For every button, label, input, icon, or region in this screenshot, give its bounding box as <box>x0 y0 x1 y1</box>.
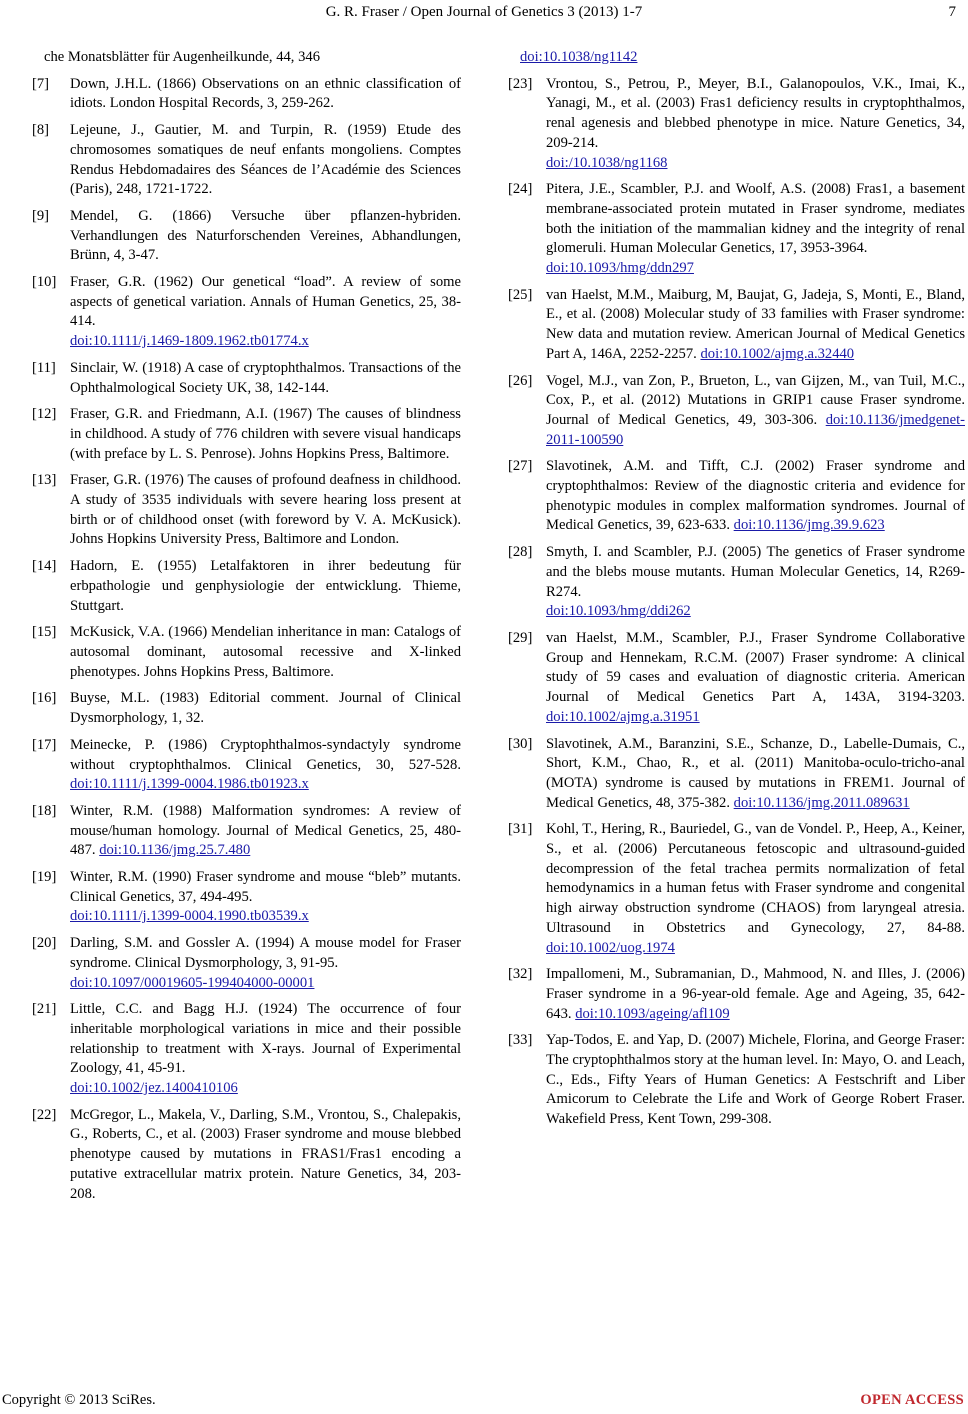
reference-entry <box>32 623 461 682</box>
reference-entry <box>32 736 461 795</box>
reference-text: Slavotinek, A.M. and Tifft, C.J. (2002) Fraser syndrome and cryptophthalmos: Review of the diagnostic criteria and evidence for phenotypic modules in complex malformation syndromes. Journal of Medical Genetics, 39, 623-633. <box>546 458 965 534</box>
page-number: 7 <box>948 4 956 20</box>
doi-link[interactable]: doi:10.1111/j.1399-0004.1990.tb03539.x <box>70 908 309 925</box>
reference-text: Yap-Todos, E. and Yap, D. (2007) Michele, Florina, and George Fraser: The cryptophthalmos story at the human level. In: Mayo, O. and Leach, C., Eds., Fifty Years of Human Genetics: A Festschrift and Liber Amicorum to Celebrate the Life and Work of George Robert Fraser. Wakefield Press, Kent Town, 299-308. <box>546 1032 965 1128</box>
reference-text: van Haelst, M.M., Scambler, P.J., Fraser Syndrome Collaborative Group and Hennekam, R.C.M. (2007) Fraser syndrome: A clinical study of 59 cases and evaluation of diagnostic criteria. American Journal of Medical Genetics Part A, 143A, 3194-3203. <box>546 629 965 706</box>
reference-text: Meinecke, P. (1986) Cryptophthalmos-syndactyly syndrome without cryptophthalmos. Clinical Genetics, 30, 527-528. <box>70 736 461 773</box>
reference-text: Smyth, I. and Scambler, P.J. (2005) The genetics of Fraser syndrome and the blebs mouse mutants. Human Molecular Genetics, 14, R269-R274. <box>546 544 965 600</box>
reference-entry <box>32 1106 461 1205</box>
reference-list-left <box>32 48 461 1211</box>
reference-number: [30] <box>508 735 533 752</box>
reference-text: McKusick, V.A. (1966) Mendelian inheritance in man: Catalogs of autosomal dominant, autosomal recessive and X-linked phenotypes. Johns Hopkins Press, Baltimore. <box>70 624 461 680</box>
doi-link[interactable]: doi:10.1002/ajmg.a.32440 <box>700 345 855 362</box>
doi-link[interactable]: doi:/10.1038/ng1168 <box>546 154 668 171</box>
reference-entry <box>32 359 461 398</box>
reference-text: Winter, R.M. (1988) Malformation syndromes: A review of mouse/human homology. Journal of Medical Genetics, 25, 480-487. <box>70 802 461 859</box>
reference-entry <box>32 405 461 464</box>
reference-entry <box>508 372 965 451</box>
reference-number: [28] <box>508 544 533 561</box>
reference-text: Impallomeni, M., Subramanian, D., Mahmood, N. and Illes, J. (2006) Fraser syndrome in a 96-year-old female. Age and Ageing, 35, 642-643. <box>546 966 965 1022</box>
reference-number: [26] <box>508 372 533 389</box>
reference-text: Kohl, T., Hering, R., Bauriedel, G., van de Vondel. P., Heep, A., Keiner, S., et al. (2006) Percutaneous fetoscopic and ultrasound-guided decompression of the fetal trachea permits normalization of fetal hemodynamics in a human fetus with Fraser syndrome and congenital high airway obstruction syndrome (CHAOS) from laryngeal atresia. Ultrasound in Obstetrics and Gynecology, 27, 84-88. <box>546 821 965 936</box>
reference-entry <box>508 629 965 728</box>
reference-entry <box>32 689 461 728</box>
reference-text: Mendel, G. (1866) Versuche über pflanzen-hybriden. Verhandlungen des Naturforschenden Vereines, Abhandlungen, Brünn, 4, 3-47. <box>70 207 461 264</box>
page-header <box>0 0 968 22</box>
reference-number: [18] <box>32 802 57 819</box>
reference-entry <box>32 121 461 200</box>
reference-text: Sinclair, W. (1918) A case of cryptophthalmos. Transactions of the Ophthalmological Society UK, 38, 142-144. <box>70 359 461 396</box>
reference-text: Winter, R.M. (1990) Fraser syndrome and mouse “bleb” mutants. Clinical Genetics, 37, 494-495. <box>70 869 461 905</box>
reference-text: Fraser, G.R. (1962) Our genetical “load”. A review of some aspects of genetical variation. Annals of Human Genetics, 25, 38-414. <box>70 274 461 330</box>
reference-number: [15] <box>32 624 57 641</box>
reference-number: [31] <box>508 821 533 838</box>
reference-number: [20] <box>32 935 57 952</box>
reference-entry <box>508 48 965 68</box>
reference-list-right <box>508 48 965 1137</box>
reference-text: Little, C.C. and Bagg H.J. (1924) The occurrence of four inheritable morphological variations in mice and their possible relationship to treatment with X-rays. Journal of Experimental Zoology, 41, 45-91. <box>70 1001 461 1077</box>
reference-entry <box>508 735 965 814</box>
reference-number: [32] <box>508 966 533 983</box>
reference-entry <box>32 207 461 266</box>
reference-text: van Haelst, M.M., Maiburg, M, Baujat, G, Jadeja, S, Monti, E., Bland, E., et al. (2008) Molecular study of 33 families with Fraser syndrome: New data and mutation review. American Journal of Medical Genetics Part A, 146A, 2252-2257. <box>546 286 965 362</box>
reference-number: [10] <box>32 274 57 291</box>
open-access-label: OPEN ACCESS <box>860 1392 964 1408</box>
reference-entry <box>508 820 965 958</box>
reference-number: [13] <box>32 472 57 489</box>
reference-entry <box>32 48 461 68</box>
reference-number: [19] <box>32 869 57 886</box>
reference-text: Down, J.H.L. (1866) Observations on an ethnic classification of idiots. London Hospital Records, 3, 259-262. <box>70 75 461 112</box>
doi-link[interactable]: doi:10.1002/jez.1400410106 <box>70 1080 238 1097</box>
reference-text: Vrontou, S., Petrou, P., Meyer, B.I., Galanopoulos, V.K., Imai, K., Yanagi, M., et al. (2003) Fras1 deficiency results in cryptophthalmos, renal agenesis and blebbed phenotype in mice. Nature Genetics, 34, 209-214. <box>546 75 965 151</box>
reference-number: [23] <box>508 75 533 92</box>
reference-entry <box>508 286 965 365</box>
page-footer <box>0 1392 968 1414</box>
reference-number: [17] <box>32 736 57 753</box>
reference-entry <box>32 557 461 616</box>
reference-number: [7] <box>32 75 50 92</box>
doi-link[interactable]: doi:10.1111/j.1399-0004.1986.tb01923.x <box>70 776 309 793</box>
reference-number: [22] <box>32 1106 57 1123</box>
reference-text: Fraser, G.R. (1976) The causes of profound deafness in childhood. A study of 3535 individuals with severe hearing loss present at birth or of childhood onset (with foreword by V. A. McKusick). Johns Hopkins University Press, Baltimore and London. <box>70 472 461 548</box>
doi-link[interactable]: doi:10.1038/ng1142 <box>520 49 638 65</box>
reference-number: [27] <box>508 458 533 475</box>
reference-number: [21] <box>32 1001 57 1018</box>
doi-link[interactable]: doi:10.1136/jmedgenet-2011-100590 <box>546 411 965 448</box>
reference-text: Darling, S.M. and Gossler A. (1994) A mouse model for Fraser syndrome. Clinical Dysmorphology, 3, 91-95. <box>70 935 461 971</box>
reference-entry <box>508 965 965 1024</box>
reference-text: Hadorn, E. (1955) Letalfaktoren in ihrer bedeutung für erbpathologie und genphysiologie der entwicklung. Thieme, Stuttgart. <box>70 558 461 614</box>
reference-number: [16] <box>32 690 57 707</box>
reference-entry <box>508 457 965 536</box>
reference-entry <box>32 934 461 993</box>
doi-link[interactable]: doi:10.1093/hmg/ddn297 <box>546 260 694 277</box>
reference-text: Lejeune, J., Gautier, M. and Turpin, R. (1959) Etude des chromosomes somatiques de neuf enfants mongoliens. Comptes Rendus Hebdomadaires des Séances de l’Académie des Sciences (Paris), 248, 1721-1722. <box>70 122 461 198</box>
reference-entry <box>32 802 461 861</box>
running-title: G. R. Fraser / Open Journal of Genetics 3 (2013) 1-7 <box>325 4 643 20</box>
reference-entry <box>32 75 461 114</box>
reference-number: [33] <box>508 1032 533 1049</box>
doi-link[interactable]: doi:10.1002/ajmg.a.31951 <box>546 708 700 725</box>
reference-text: McGregor, L., Makela, V., Darling, S.M., Vrontou, S., Chalepakis, G., Roberts, C., et al. (2003) Fraser syndrome and mouse blebbed phenotype caused by mutations in FRAS1/Fras1 encoding a putative extracellular matrix protein. Nature Genetics, 34, 203-208. <box>70 1106 461 1202</box>
doi-link[interactable]: doi:10.1097/00019605-199404000-00001 <box>70 974 315 991</box>
doi-link[interactable]: doi:10.1002/uog.1974 <box>546 939 675 956</box>
reference-number: [14] <box>32 558 57 575</box>
doi-link[interactable]: doi:10.1136/jmg.2011.089631 <box>733 794 910 811</box>
reference-number: [11] <box>32 359 56 376</box>
reference-number: [29] <box>508 629 533 646</box>
reference-number: [24] <box>508 181 533 198</box>
doi-link[interactable]: doi:10.1136/jmg.39.9.623 <box>733 517 885 534</box>
reference-number: [25] <box>508 286 533 303</box>
reference-number: [12] <box>32 406 57 423</box>
doi-link[interactable]: doi:10.1093/hmg/ddi262 <box>546 603 691 620</box>
reference-entry <box>508 180 965 279</box>
reference-entry <box>508 1031 965 1130</box>
reference-text: Buyse, M.L. (1983) Editorial comment. Journal of Clinical Dysmorphology, 1, 32. <box>70 690 461 727</box>
reference-entry <box>32 471 461 550</box>
reference-text: che Monatsblätter für Augenheilkunde, 44, 346 <box>44 49 320 65</box>
reference-number: [9] <box>32 207 50 224</box>
reference-text: Vogel, M.J., van Zon, P., Brueton, L., van Gijzen, M., van Tuil, M.C., Cox, P., et al. (2012) Mutations in GRIP1 cause Fraser syndrome. Journal of Medical Genetics, 49, 303-306. <box>546 372 965 428</box>
doi-link[interactable]: doi:10.1093/ageing/afl109 <box>575 1005 730 1022</box>
copyright-notice: Copyright © 2013 SciRes. <box>2 1392 156 1408</box>
reference-number: [8] <box>32 122 50 139</box>
reference-text: Fraser, G.R. and Friedmann, A.I. (1967) The causes of blindness in childhood. A study of 776 children with severe visual handicaps (with preface by L. S. Penrose). Johns Hopkins Press, Baltimore. <box>70 406 461 462</box>
reference-entry <box>508 543 965 622</box>
reference-entry <box>32 273 461 352</box>
reference-entry <box>32 868 461 927</box>
reference-text: Pitera, J.E., Scambler, P.J. and Woolf, A.S. (2008) Fras1, a basement membrane-associated protein mutated in Fraser syndrome, mediates both the initiation of the mammalian kidney and the integrity of renal glomeruli. Human Molecular Genetics, 17, 3953-3964. <box>546 181 965 257</box>
reference-entry <box>32 1000 461 1099</box>
doi-link[interactable]: doi:10.1136/jmg.25.7.480 <box>99 842 251 859</box>
doi-link[interactable]: doi:10.1111/j.1469-1809.1962.tb01774.x <box>70 333 309 350</box>
reference-entry <box>508 75 965 174</box>
reference-text: Slavotinek, A.M., Baranzini, S.E., Schanze, D., Labelle-Dumais, C., Short, K.M., Chao, R., et al. (2011) Manitoba-oculo-tricho-anal (MOTA) syndrome is caused by mutations in FREM1. Journal of Medical Genetics, 48, 375-382. <box>546 735 965 811</box>
